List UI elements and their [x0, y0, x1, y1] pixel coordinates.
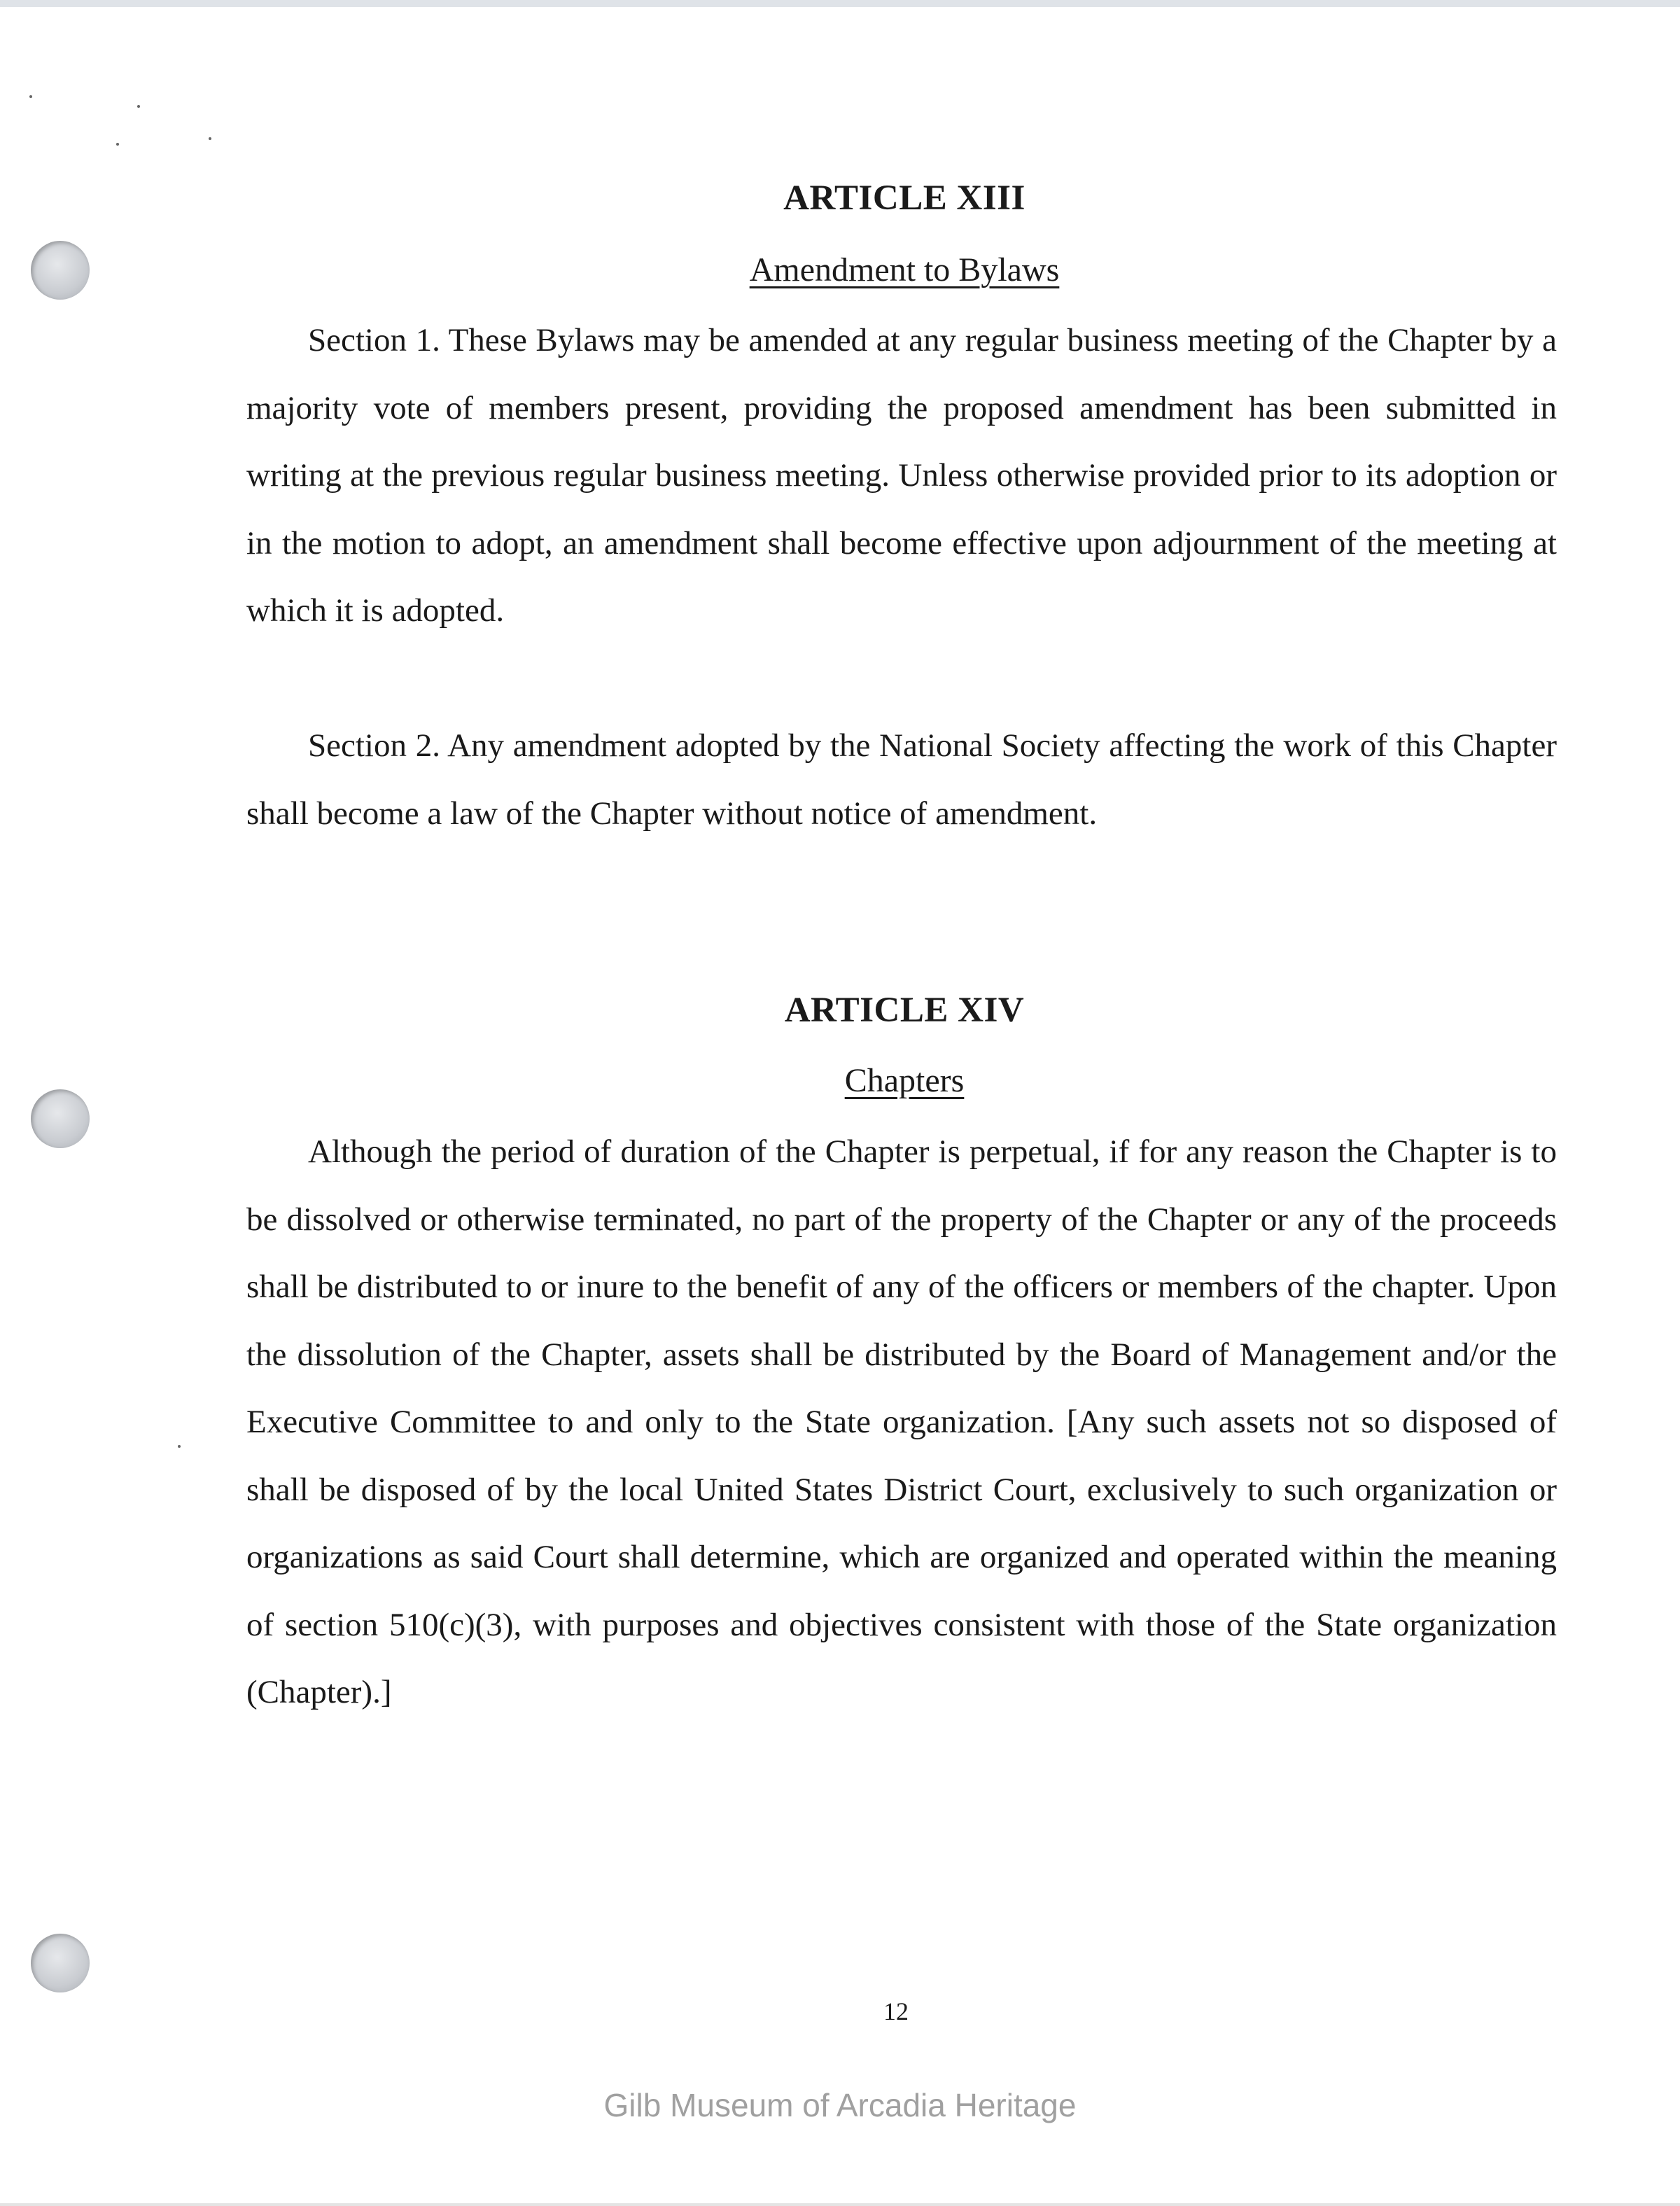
article-13-subheading: Amendment to Bylaws: [749, 251, 1060, 288]
scan-top-edge: [0, 0, 1680, 7]
museum-watermark: Gilb Museum of Arcadia Heritage: [603, 2087, 1077, 2123]
article-13-section-2: Section 2. Any amendment adopted by the National Society affecting the work of this Chapter shall become a law of the Chapter without notice of amendment.: [246, 727, 1557, 832]
article-13-subheading-wrap: [0, 251, 1680, 289]
scan-speck: [29, 95, 32, 98]
scan-speck: [137, 105, 140, 108]
punch-hole-bottom: [31, 1934, 90, 1992]
scan-speck: [178, 1445, 181, 1448]
article-14-subheading: Chapters: [844, 1062, 965, 1099]
article-13-heading: ARTICLE XIII: [783, 179, 1026, 218]
article-14-heading: ARTICLE XIV: [784, 991, 1025, 1030]
scan-bottom-edge: [0, 2203, 1680, 2206]
page-number: 12: [883, 1997, 909, 2025]
article-14-body: Although the period of duration of the Chapter is perpetual, if for any reason the Chapter is to be dissolved or otherwise terminated, no part of the property of the Chapter or any of the proceeds shall be distributed to or inure to the benefit of any of the officers or members of the chapter. Upon the dissolution of the Chapter, assets shall be distributed by the Board of Management and/or the Executive Committee to and only to the State organization. [Any such assets not so disposed of shall be disposed of by the local United States District Court, exclusively to such organization or organizations as said Court shall determine, which are organized and operated within the meaning of section 510(c)(3), with purposes and objectives consistent with those of the State organization (Chapter).]: [246, 1133, 1557, 1710]
article-13-section-1: Section 1. These Bylaws may be amended at any regular business meeting of the Chapter by a majority vote of members present, providing the proposed amendment has been submitted in writing at the previous regular business meeting. Unless otherwise provided prior to its adoption or in the motion to adopt, an amendment shall become effective upon adjournment of the meeting at which it is adopted.: [246, 322, 1557, 629]
scan-speck: [116, 143, 119, 146]
article-14-subheading-wrap: [0, 1061, 1680, 1100]
scan-speck: [209, 137, 211, 140]
